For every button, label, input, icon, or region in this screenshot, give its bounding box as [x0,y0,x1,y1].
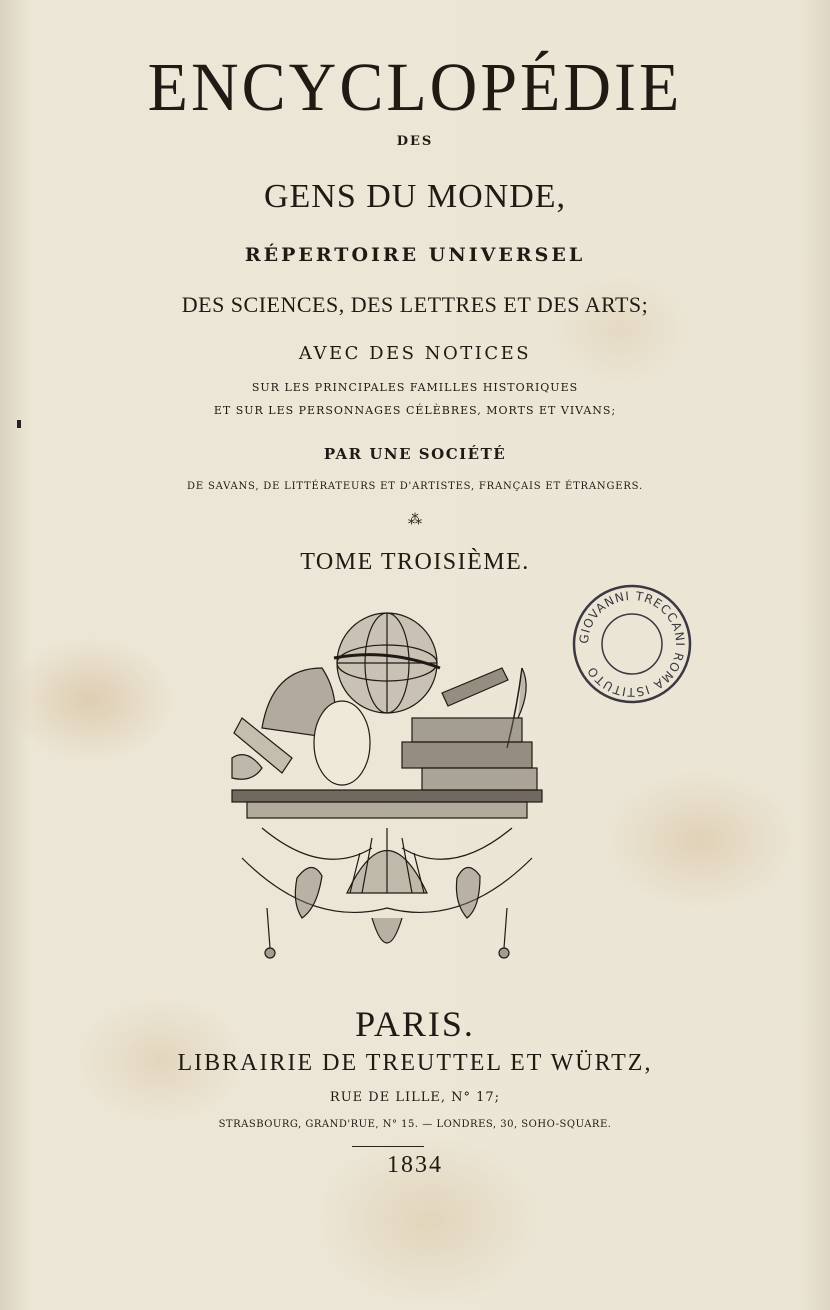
notices-line-2: ET SUR LES PERSONNAGES CÉLÈBRES, MORTS ET VIVANS; [213,404,617,417]
library-stamp [570,582,694,706]
engraving-vignette-icon [222,608,552,978]
margin-mark [17,420,21,428]
authors-description: DE SAVANS, DE LITTÉRATEURS ET D'ARTISTES, FRANÇAIS ET ÉTRANGERS. [187,481,643,492]
title-connector: DES [396,134,434,149]
imprint-branches: STRASBOURG, GRAND'RUE, N° 15. — LONDRES, 30, SOHO-SQUARE. [218,1119,612,1130]
volume-label: TOME TROISIÈME. [300,549,530,575]
imprint-address: RUE DE LILLE, N° 17; [329,1090,501,1105]
imprint-city: PARIS. [355,1004,475,1044]
stamp-text: GIOVANNI TRECCANI ROMA ISTITUTO [576,588,688,700]
imprint-year: 1834 [387,1152,443,1178]
notices-line-1: SUR LES PRINCIPALES FAMILLES HISTORIQUES [251,381,579,394]
fleuron-ornament: ⁂ [408,512,422,528]
book-title: ENCYCLOPÉDIE [147,49,683,126]
sciences-line: DES SCIENCES, DES LETTRES ET DES ARTS; [181,292,649,317]
imprint-publisher: LIBRAIRIE DE TREUTTEL ET WÜRTZ, [177,1050,653,1076]
book-subtitle: GENS DU MONDE, [263,178,567,215]
year-rule [352,1146,424,1147]
authors-heading: PAR UNE SOCIÉTÉ [323,445,507,463]
notices-heading: AVEC DES NOTICES [298,343,532,364]
svg-text:GIOVANNI TRECCANI ROMA ISTITUT [577,589,687,699]
repertoire-line: RÉPERTOIRE UNIVERSEL [244,244,586,266]
